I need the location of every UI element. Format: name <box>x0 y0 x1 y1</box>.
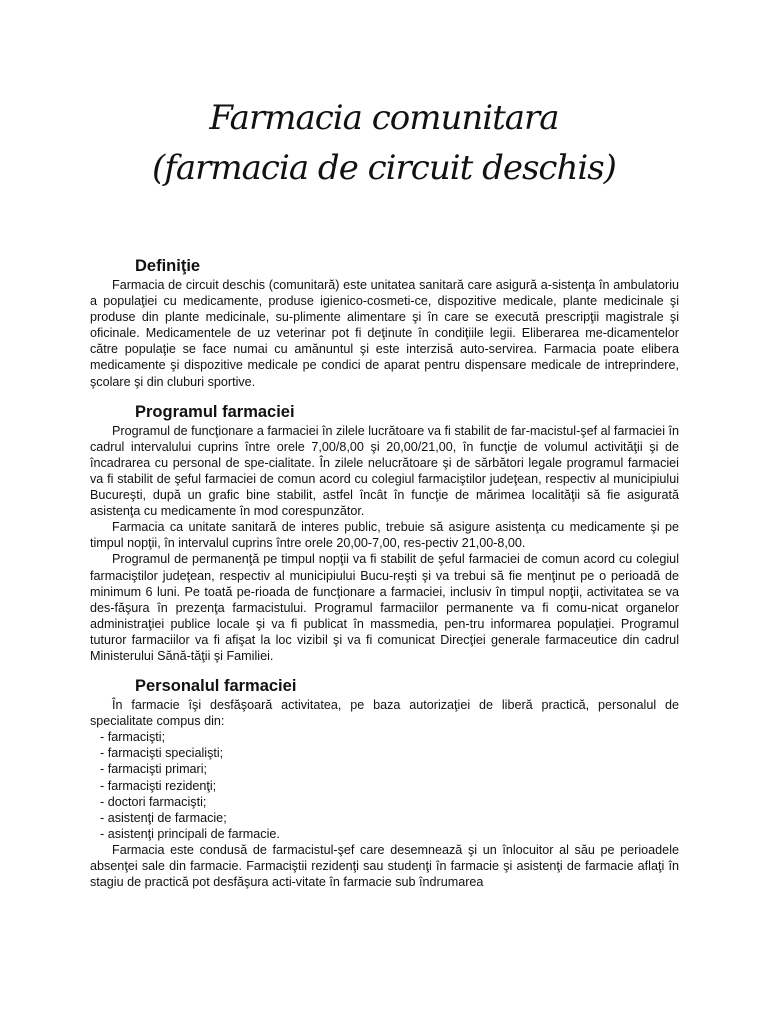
document-body <box>90 255 679 901</box>
document-title-line1: Farmacia comunitara <box>209 98 559 138</box>
paragraph: Farmacia ca unitate sanitară de interes public, trebuie să asigure asistenţa cu medicamente şi pe timpul nopţii, în intervalul cuprins între orele 20,00-7,00, res-pectiv 21,00-8,00. <box>90 520 679 551</box>
list-item: - farmacişti rezidenţi; <box>100 778 217 793</box>
list-item: - farmacişti primari; <box>100 762 208 777</box>
section-heading: Definiţie <box>135 257 201 275</box>
list-item: - farmacişti specialişti; <box>100 746 224 761</box>
section-personal <box>90 675 679 890</box>
list-item: - asistenţi de farmacie; <box>100 810 227 825</box>
list-item: - farmacişti; <box>100 730 166 745</box>
paragraph: Programul de permanenţă pe timpul nopţii va fi stabilit de şeful farmaciei de comun acord cu colegiul farmaciştilor judeţean, respectiv al municipiului Bucu-reşti şi va trebui să fie menţinut pe o perioadă de minimum 6 luni. Pe toată pe-rioada de funcţionare a farmaciei, inclusiv în timpul nopţii, activitatea se va des-făşura în prezenţa farmacistului. Programul farmaciilor permanente va fi comu-nicat organelor administraţiei publice locale şi va fi publicat în massmedia, pen-tru informarea populaţiei. Programul tuturor farmaciilor va fi afişat la loc vizibil şi va fi comunicat Direcţiei generale farmaceutice din cadrul Ministerului Sănă-tăţii şi Familiei. <box>90 552 679 663</box>
section-heading: Programul farmaciei <box>135 402 295 421</box>
staff-list <box>90 729 679 842</box>
document-title-line2: (farmacia de circuit deschis) <box>152 148 616 188</box>
list-item: - asistenţi principali de farmacie. <box>100 826 280 841</box>
paragraph: Farmacia este condusă de farmacistul-şef care desemnează şi un înlocuitor al său pe perioadele absenţei sale din farmacie. Farmaciştii rezidenţi sau studenţi în farmacie şi asistenţi de farmacie aflaţi în stagiu de practică pot desfăşura acti-vitate în farmacie sub îndrumarea <box>90 842 679 890</box>
paragraph: Programul de funcţionare a farmaciei în zilele lucrătoare va fi stabilit de far-macistul-şef al farmaciei în cadrul intervalului cuprins între orele 7,00/8,00 şi 20,00/21,00, în funcţie de volumul activităţii şi de încadrarea cu personal de spe-cialitate. În zilele nelucrătoare şi de sărbători legale programul farmaciei va fi stabilit de şeful farmaciei de comun acord cu colegiul farmaciştilor judeţean, respectiv al municipiului Bucureşti, după un grafic bine stabilit, astfel încât în funcţie de mărimea localităţii să fie asigurată asistenţa cu medicamente în mod corespunzător. <box>90 423 679 519</box>
paragraph: În farmacie îşi desfăşoară activitatea, pe baza autorizaţiei de liberă practică, personalul de specialitate compus din: <box>90 698 679 729</box>
section-definitie <box>90 255 679 390</box>
list-item: - doctori farmacişti; <box>100 794 207 809</box>
section-program <box>90 401 679 664</box>
section-heading: Personalul farmaciei <box>135 677 297 696</box>
paragraph: Farmacia de circuit deschis (comunitară) este unitatea sanitară care asigură a-sistenţa în ambulatoriu a populaţiei cu medicamente, produse igienico-cosmeti-ce, dispozitive medicale, plante medicinale şi produse din plante medicinale, su-plimente alimentare şi în care se execută prescripţii magistrale şi oficinale. Medicamentele de uz veterinar pot fi deţinute în condiţiile legii. Eliberarea me-dicamentelor către populaţie se face numai cu amănuntul şi este interzisă auto-servirea. Farmacia poate elibera medicamente şi dispozitive medicale pe condici de aparat pentru dispensare medicale de intreprindere, şcolare şi din cluburi sportive. <box>90 278 679 389</box>
